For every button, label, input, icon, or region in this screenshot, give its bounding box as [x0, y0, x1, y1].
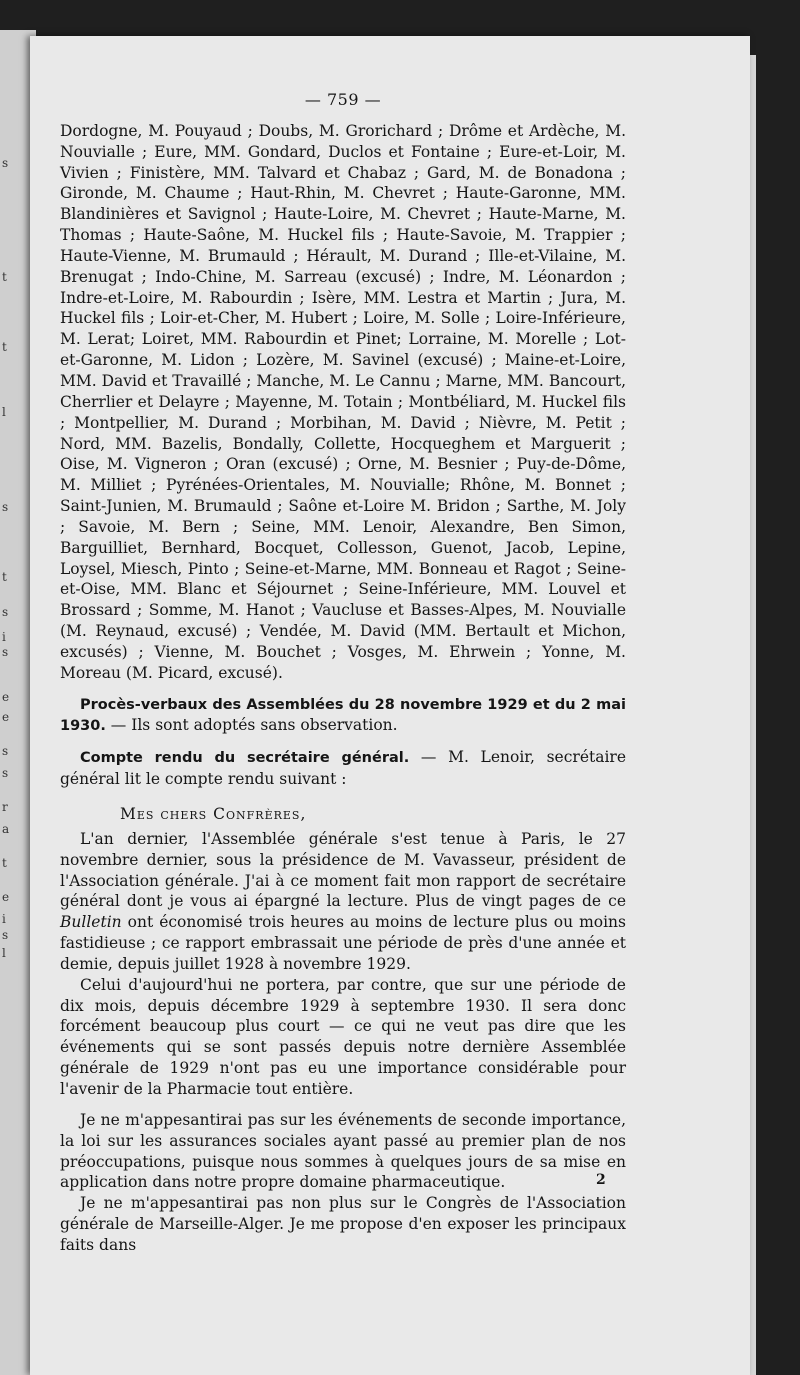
signature-mark: 2: [596, 1172, 606, 1188]
report-paragraph-1: [60, 829, 626, 975]
margin-mark: s: [2, 766, 9, 780]
margin-mark: t: [2, 856, 7, 870]
minutes-text: — Ils sont adoptés sans observation.: [105, 716, 398, 735]
margin-mark: i: [2, 630, 6, 644]
margin-mark: i: [2, 912, 6, 926]
margin-mark: s: [2, 605, 9, 619]
report-paragraph-4: Je ne m'appesantirai pas non plus sur le Congrès de l'Association générale de Marseille-Alger. Je me propose d'en exposer les principaux faits dans: [60, 1194, 626, 1254]
margin-mark: e: [2, 890, 10, 904]
minutes-paragraph: [60, 694, 626, 738]
margin-mark: e: [2, 710, 10, 724]
margin-mark: s: [2, 645, 9, 659]
adjacent-page-letters: [0, 30, 14, 1375]
margin-mark: s: [2, 744, 9, 758]
margin-mark: s: [2, 156, 9, 170]
minutes-heading: Procès-verbaux des Assemblées du 28 novembre 1929 et du 2 mai 1930.: [60, 696, 626, 735]
page-content: [60, 90, 626, 1256]
margin-mark: l: [2, 405, 6, 419]
margin-mark: l: [2, 946, 6, 960]
report-paragraph-2: Celui d'aujourd'hui ne portera, par contre, que sur une période de dix mois, depuis décembre 1929 à septembre 1930. Il sera donc forcément beaucoup plus court — ce qui ne veut pas dire que les événements qui se sont passés depuis notre dernière Assemblée générale de 1929 n'ont pas eu une importance considérable pour l'avenir de la Pharmacie tout entière.: [60, 975, 626, 1098]
margin-mark: s: [2, 928, 9, 942]
margin-mark: a: [2, 822, 10, 836]
report-intro-text: — M. Lenoir, secrétaire général lit le compte rendu suivant :: [60, 748, 627, 789]
report-paragraph-3: Je ne m'appesantirai pas sur les événements de seconde importance, la loi sur les assurances sociales ayant passé au premier plan de nos préoccupations, puisque nous sommes à quelques jours de sa mise en application dans notre propre domaine pharmaceutique.: [60, 1110, 626, 1192]
report-p1-text: L'an dernier, l'Assemblée générale s'est tenue à Paris, le 27 novembre dernier, sous la présidence de M. Vavasseur, président de l'Association générale. J'ai à ce moment fait mon rapport de secrétaire général dont je vous ai épargné la lecture. Plus de vingt pages de ce: [60, 829, 626, 911]
report-intro-paragraph: [60, 747, 626, 790]
margin-mark: e: [2, 690, 10, 704]
margin-mark: t: [2, 340, 7, 354]
salutation: Mes chers Confrères,: [120, 805, 307, 823]
attendance-list-paragraph: Dordogne, M. Pouyaud ; Doubs, M. Grorichard ; Drôme et Ardèche, M. Nouvialle ; Eure, MM. Gondard, Duclos et Fontaine ; Eure-et-Loir, M. Vivien ; Finistère, MM. Talvard et Chabaz ; Gard, M. de Bonadona ; Gironde, M. Chaume ; Haut-Rhin, M. Chevret ; Haute-Garonne, MM. Blandinières et Savignol ; Haute-Loire, M. Chevret ; Haute-Marne, M. Thomas ; Haute-Saône, M. Huckel fils ; Haute-Savoie, M. Trappier ; Haute-Vienne, M. Brumauld ; Hérault, M. Durand ; Ille-et-Vilaine, M. Brenugat ; Indo-Chine, M. Sarreau (excusé) ; Indre, M. Léonardon ; Indre-et-Loire, M. Rabourdin ; Isère, MM. Lestra et Martin ; Jura, M. Huckel fils ; Loir-et-Cher, M. Hubert ; Loire, M. Solle ; Loire-Inférieure, M. Lerat; Loiret, MM. Rabourdin et Pinet; Lorraine, M. Morelle ; Lot-et-Garonne, M. Lidon ; Lozère, M. Savinel (excusé) ; Maine-et-Loire, MM. David et Travaillé ; Manche, M. Le Cannu ; Marne, MM. Bancourt, Cherrlier et Delayre ; Mayenne, M. Totain ; Montbéliard, M. Huckel fils ; Montpellier, M. Durand ; Morbihan, M. David ; Nièvre, M. Petit ; Nord, MM. Bazelis, Bondally, Collette, Hocqueghem et Marguerit ; Oise, M. Vigneron ; Oran (excusé) ; Orne, M. Besnier ; Puy-de-Dôme, M. Milliet ; Pyrénées-Orientales, M. Nouvialle; Rhône, M. Bonnet ; Saint-Junien, M. Brumauld ; Saône et-Loire M. Bridon ; Sarthe, M. Joly ; Savoie, M. Bern ; Seine, MM. Lenoir, Alexandre, Ben Simon, Barguilliet, Bernhard, Bocquet, Collesson, Guenot, Jacob, Lepine, Loysel, Miesch, Pinto ; Seine-et-Marne, MM. Bonneau et Ragot ; Seine-et-Oise, MM. Blanc et Séjournet ; Seine-Inférieure, MM. Louvel et Brossard ; Somme, M. Hanot ; Vaucluse et Basses-Alpes, M. Nouvialle (M. Reynaud, excusé) ; Vendée, M. David (MM. Bertault et Michon, excusés) ; Vienne, M. Bouchet ; Vosges, M. Ehrwein ; Yonne, M. Moreau (M. Picard, excusé).: [60, 121, 626, 682]
report-p1-rest: ont économisé trois heures au moins de lecture plus ou moins fastidieuse ; ce rapport embrassait une période de près d'une année et demie, depuis juillet 1928 à novembre 1929.: [60, 913, 626, 973]
margin-mark: t: [2, 570, 7, 584]
margin-mark: t: [2, 270, 7, 284]
margin-mark: r: [2, 800, 8, 814]
margin-mark: s: [2, 500, 9, 514]
report-heading: Compte rendu du secrétaire général.: [80, 750, 410, 767]
page-number: — 759 —: [304, 90, 382, 109]
bulletin-italic: Bulletin: [60, 913, 122, 932]
